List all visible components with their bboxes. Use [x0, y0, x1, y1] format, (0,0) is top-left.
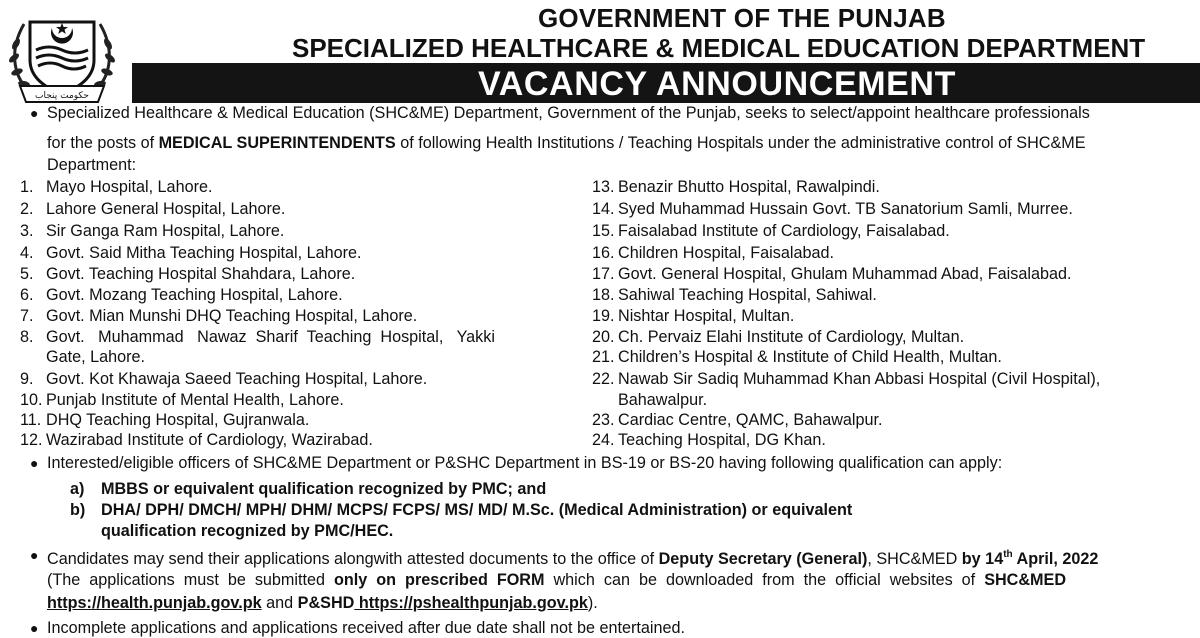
list-item: 18. Sahiwal Teaching Hospital, Sahiwal. [592, 286, 877, 304]
list-item-continuation: Gate, Lahore. [46, 348, 145, 366]
list-item: 20. Ch. Pervaiz Elahi Institute of Cardiology, Multan. [592, 328, 965, 346]
list-item: 8. Govt. Muhammad Nawaz Sharif Teaching Hospital, Yakki [20, 328, 495, 346]
list-item: 14. Syed Muhammad Hussain Govt. TB Sanatorium Samli, Murree. [592, 200, 1073, 218]
list-item: 10. Punjab Institute of Mental Health, Lahore. [20, 391, 344, 409]
bullet-icon: ● [30, 547, 39, 563]
list-item: 16. Children Hospital, Faisalabad. [592, 244, 834, 262]
qualification-b-continuation: qualification recognized by PMC/HEC. [101, 522, 394, 540]
pshealth-punjab-link[interactable]: https://pshealthpunjab.gov.pk [354, 594, 588, 612]
header-department-title: SPECIALIZED HEALTHCARE & MEDICAL EDUCATION DEPARTMENT [292, 33, 1146, 63]
eligibility-text: Interested/eligible officers of SHC&ME Department or P&SHC Department in BS-19 or BS-20 having following qualification can apply: [47, 454, 1003, 472]
bullet-icon: ● [30, 455, 39, 471]
header-government-title: GOVERNMENT OF THE PUNJAB [538, 3, 946, 33]
deputy-secretary: Deputy Secretary (General) [658, 550, 868, 568]
qualification-b: DHA/ DPH/ DMCH/ MPH/ DHM/ MCPS/ FCPS/ MS/ MD/ M.Sc. (Medical Administration) or equivalent [101, 501, 853, 519]
vacancy-banner [132, 63, 1200, 103]
list-item: 2. Lahore General Hospital, Lahore. [20, 200, 286, 218]
list-item: 7. Govt. Mian Munshi DHQ Teaching Hospital, Lahore. [20, 307, 418, 325]
list-item: 15. Faisalabad Institute of Cardiology, Faisalabad. [592, 222, 950, 240]
emblem-script-text: حکومت پنجاب [35, 91, 89, 101]
qualification-a-label: a) [70, 480, 85, 498]
list-item: 21. Children’s Hospital & Institute of Child Health, Multan. [592, 348, 1002, 366]
list-item: 13. Benazir Bhutto Hospital, Rawalpindi. [592, 178, 880, 196]
list-item: 4. Govt. Said Mitha Teaching Hospital, Lahore. [20, 244, 362, 262]
list-item: 5. Govt. Teaching Hospital Shahdara, Lahore. [20, 265, 356, 283]
qualification-a: MBBS or equivalent qualification recognized by PMC; and [101, 480, 547, 498]
intro-line-1: Specialized Healthcare & Medical Education (SHC&ME) Department, Government of the Punjab, seeks to select/appoint healthcare professionals [47, 104, 1090, 122]
list-item-continuation: Bahawalpur. [618, 391, 708, 409]
list-item: 23. Cardiac Centre, QAMC, Bahawalpur. [592, 411, 883, 429]
qualification-b-label: b) [70, 501, 86, 519]
banner-title: VACANCY ANNOUNCEMENT [478, 65, 956, 103]
health-punjab-link[interactable]: https://health.punjab.gov.pk [47, 594, 262, 612]
footer-note: Incomplete applications and applications received after due date shall not be entertained. [47, 619, 686, 637]
intro-line-3: Department: [47, 156, 137, 174]
application-line-2: (The applications must be submitted only on prescribed FORM which can be downloaded from the official websites of SHC&MED [47, 571, 1067, 589]
list-item: 6. Govt. Mozang Teaching Hospital, Lahore. [20, 286, 343, 304]
list-item: 1. Mayo Hospital, Lahore. [20, 178, 213, 196]
list-item: 3. Sir Ganga Ram Hospital, Lahore. [20, 222, 285, 240]
list-item: 11. DHQ Teaching Hospital, Gujranwala. [20, 411, 310, 429]
post-title: MEDICAL SUPERINTENDENTS [158, 134, 396, 152]
list-item: 22. Nawab Sir Sadiq Muhammad Khan Abbasi Hospital (Civil Hospital), [592, 370, 1101, 388]
punjab-government-emblem-icon [6, 4, 118, 104]
application-line-3: https://health.punjab.gov.pk and P&SHD https://pshealthpunjab.gov.pk). [47, 594, 598, 612]
deadline: by 14 [961, 550, 1004, 568]
list-item: 9. Govt. Kot Khawaja Saeed Teaching Hospital, Lahore. [20, 370, 428, 388]
list-item: 17. Govt. General Hospital, Ghulam Muhammad Abad, Faisalabad. [592, 265, 1072, 283]
bullet-icon: ● [30, 105, 39, 121]
application-line-1: Candidates may send their applications alongwith attested documents to the office of Deputy Secretary (General), SHC&MED by 14th April, 2022 [47, 549, 1099, 568]
list-item: 19. Nishtar Hospital, Multan. [592, 307, 795, 325]
intro-line-2: for the posts of MEDICAL SUPERINTENDENTS of following Health Institutions / Teaching Hospitals under the administrative control of SHC&ME [47, 134, 1086, 152]
bullet-icon: ● [30, 620, 39, 636]
list-item: 24. Teaching Hospital, DG Khan. [592, 431, 826, 449]
list-item: 12. Wazirabad Institute of Cardiology, Wazirabad. [20, 431, 373, 449]
